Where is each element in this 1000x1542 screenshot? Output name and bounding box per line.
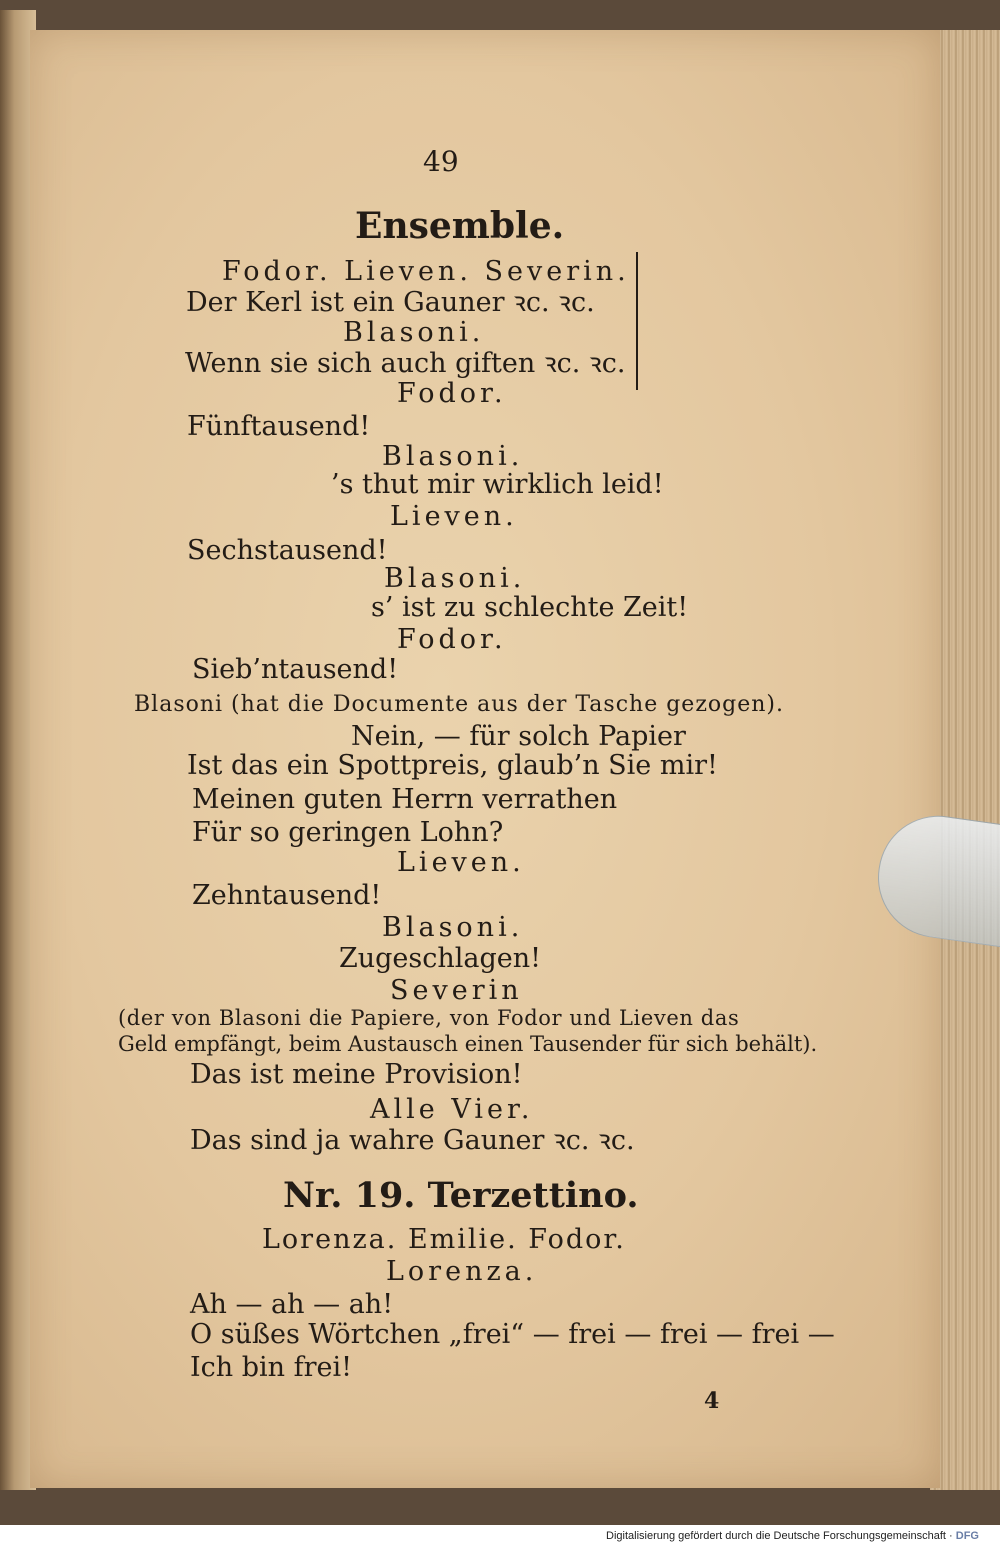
- ensemble-line: Meinen guten Herrn verrathen: [192, 784, 618, 815]
- terzettino-line: Lorenza.: [386, 1256, 538, 1287]
- dfg-logo: DFG: [955, 1530, 979, 1542]
- ensemble-line: Fünftausend!: [187, 411, 371, 442]
- ensemble-line: Für so geringen Lohn?: [192, 817, 504, 848]
- ensemble-line: s’ ist zu schlechte Zeit!: [371, 592, 689, 623]
- page-number: 49: [423, 145, 459, 178]
- ensemble-line: Sechstausend!: [187, 535, 388, 566]
- ensemble-line: Der Kerl ist ein Gauner ꝛc. ꝛc.: [186, 287, 595, 318]
- ensemble-line: ’s thut mir wirklich leid!: [331, 469, 664, 500]
- ensemble-line: Alle Vier.: [370, 1094, 534, 1125]
- ensemble-line: Sieb’ntausend!: [192, 654, 399, 685]
- ensemble-line: Fodor.: [397, 624, 507, 655]
- ensemble-line: Blasoni.: [382, 441, 524, 472]
- stage-direction: (der von Blasoni die Papiere, von Fodor und Lieven das: [118, 1006, 740, 1030]
- ensemble-line: Blasoni.: [382, 912, 524, 943]
- ensemble-line: Zugeschlagen!: [339, 943, 542, 974]
- ensemble-line: Das ist meine Provision!: [190, 1059, 523, 1090]
- ensemble-bracket: [626, 252, 638, 390]
- ensemble-line: Severin: [390, 975, 523, 1006]
- ensemble-line: Das sind ja wahre Gauner ꝛc. ꝛc.: [190, 1125, 635, 1156]
- page-edges: [930, 30, 1000, 1490]
- ensemble-line: Lieven.: [397, 847, 525, 878]
- ensemble-line: Zehntausend!: [192, 880, 382, 911]
- terzettino-line: O süßes Wörtchen „frei“ — frei — frei — frei —: [190, 1319, 835, 1350]
- ensemble-line: Lieven.: [390, 501, 518, 532]
- ensemble-line: Wenn sie sich auch giften ꝛc. ꝛc.: [185, 348, 626, 379]
- credit-separator: ·: [949, 1530, 956, 1542]
- terzettino-line: Lorenza. Emilie. Fodor.: [262, 1224, 626, 1255]
- terzettino-line: Ah — ah — ah!: [190, 1289, 394, 1320]
- terzettino-heading: Nr. 19. Terzettino.: [283, 1175, 639, 1216]
- ensemble-line: Blasoni.: [343, 317, 485, 348]
- ensemble-heading: Ensemble.: [355, 205, 565, 247]
- terzettino-line: Ich bin frei!: [190, 1352, 353, 1383]
- ensemble-line: Ist das ein Spottpreis, glaub’n Sie mir!: [187, 750, 718, 781]
- stage-direction: Blasoni (hat die Documente aus der Tasche gezogen).: [134, 692, 785, 717]
- ensemble-line: Nein, — für solch Papier: [351, 721, 686, 752]
- credit-text: Digitalisierung gefördert durch die Deutsche Forschungsgemeinschaft: [606, 1530, 946, 1542]
- ensemble-line: Fodor. Lieven. Severin.: [222, 256, 630, 287]
- stage-direction: Geld empfängt, beim Austausch einen Tausender für sich behält).: [118, 1032, 818, 1056]
- ensemble-line: Fodor.: [397, 378, 507, 409]
- digitization-credit: [606, 1530, 979, 1542]
- signature-mark: 4: [704, 1388, 720, 1414]
- ensemble-line: Blasoni.: [384, 563, 526, 594]
